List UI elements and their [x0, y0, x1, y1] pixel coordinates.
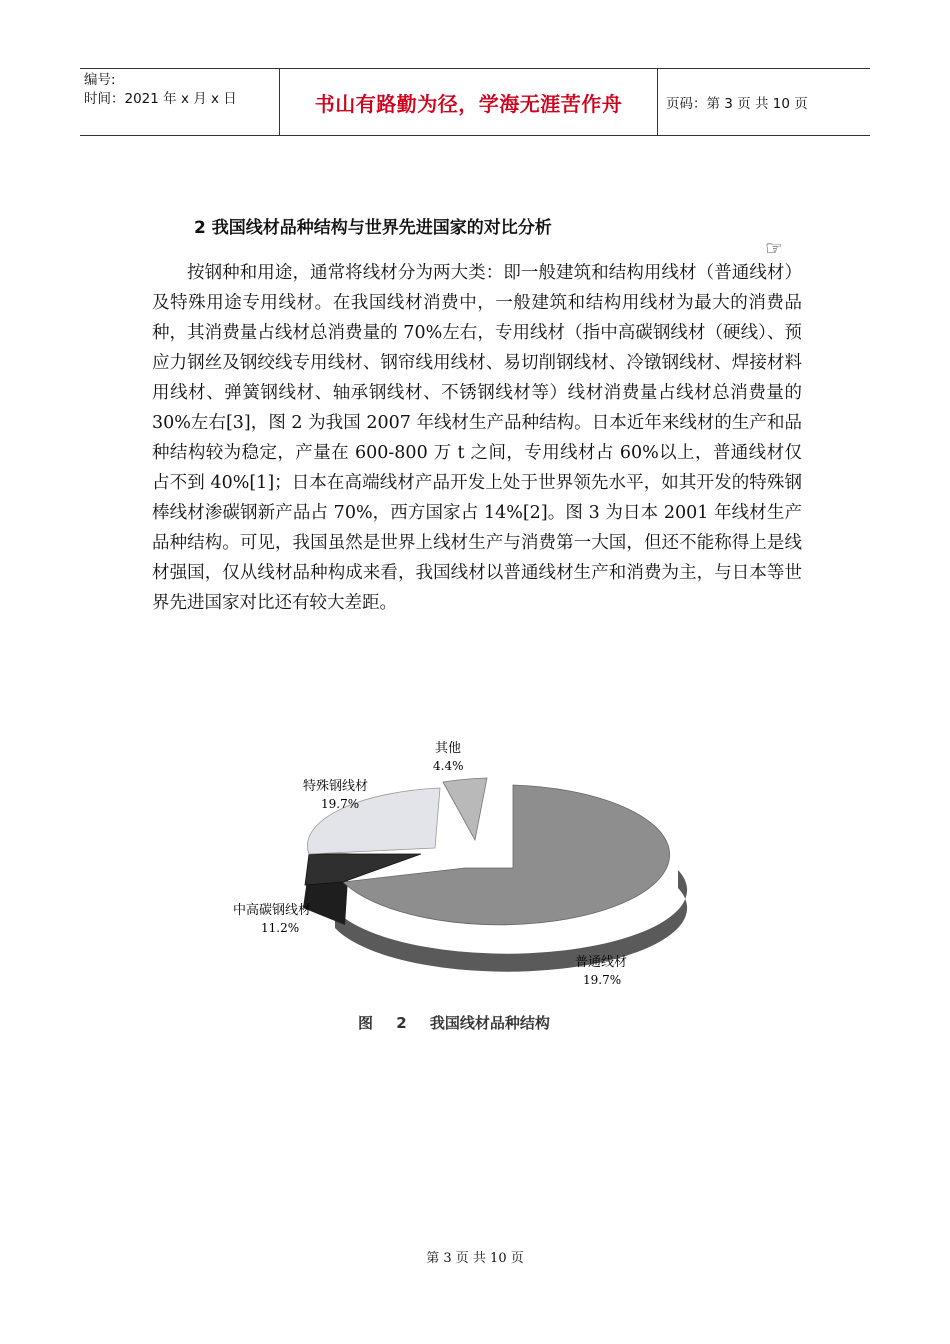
time-label: 时间：2021 年 x 月 x 日: [84, 91, 237, 107]
label-putong-name: 普通线材: [575, 955, 628, 970]
label-zhonggaotan-name: 中高碳钢线材: [233, 903, 312, 918]
label-qita-value: 4.4%: [433, 759, 464, 773]
header-page-info: 页码：第 3 页 共 10 页: [666, 96, 808, 112]
label-qita-name: 其他: [435, 741, 462, 756]
header-meta: [80, 69, 280, 135]
label-putong-value: 19.7%: [583, 973, 622, 987]
header-motto: 书山有路勤为径，学海无涯苦作舟: [280, 69, 658, 135]
pie-chart-svg: [225, 730, 705, 1000]
section-title: 2 我国线材品种结构与世界先进国家的对比分析: [194, 218, 552, 238]
number-label: 编号:: [84, 72, 116, 88]
header-table: [80, 68, 870, 136]
pie-chart: [225, 730, 705, 1000]
pointing-hand-icon: ☞: [765, 236, 783, 260]
page-footer: 第 3 页 共 10 页: [426, 1251, 524, 1266]
label-zhonggaotan-value: 11.2%: [261, 921, 300, 935]
label-teshu-name: 特殊钢线材: [303, 779, 369, 794]
slice-qita: [443, 778, 487, 840]
figure-caption: 图 2 我国线材品种结构: [358, 1014, 550, 1032]
label-teshu-value: 19.7%: [321, 797, 360, 811]
body-paragraph: 按钢种和用途，通常将线材分为两大类：即一般建筑和结构用线材（普通线材）及特殊用途专用线材。在我国线材消费中，一般建筑和结构用线材为最大的消费品种，其消费量占线材总消费量的 70%左右，专用线材（指中高碳钢线材（硬线）、预应力钢丝及钢绞线专用线材、钢帘线用线材、易切削钢线材、冷镦钢线材、焊接材料用线材、弹簧钢线材、轴承钢线材、不锈钢线材等）线材消费量占线材总消费量的 30%左右[3]，图 2 为我国 2007 年线材生产品种结构。日本近年来线材的生产和品种结构较为稳定，产量在 600-800 万 t 之间，专用线材占 60%以上，普通线材仅占不到 40%[1]；日本在高端线材产品开发上处于世界领先水平，如其开发的特殊钢棒线材渗碳钢新产品占 70%，西方国家占 14%[2]。图 3 为日本 2001 年线材生产品种结构。可见，我国虽然是世界上线材生产与消费第一大国，但还不能称得上是线材强国，仅从线材品种构成来看，我国线材以普通线材生产和消费为主，与日本等世界先进国家对比还有较大差距。: [152, 263, 802, 613]
